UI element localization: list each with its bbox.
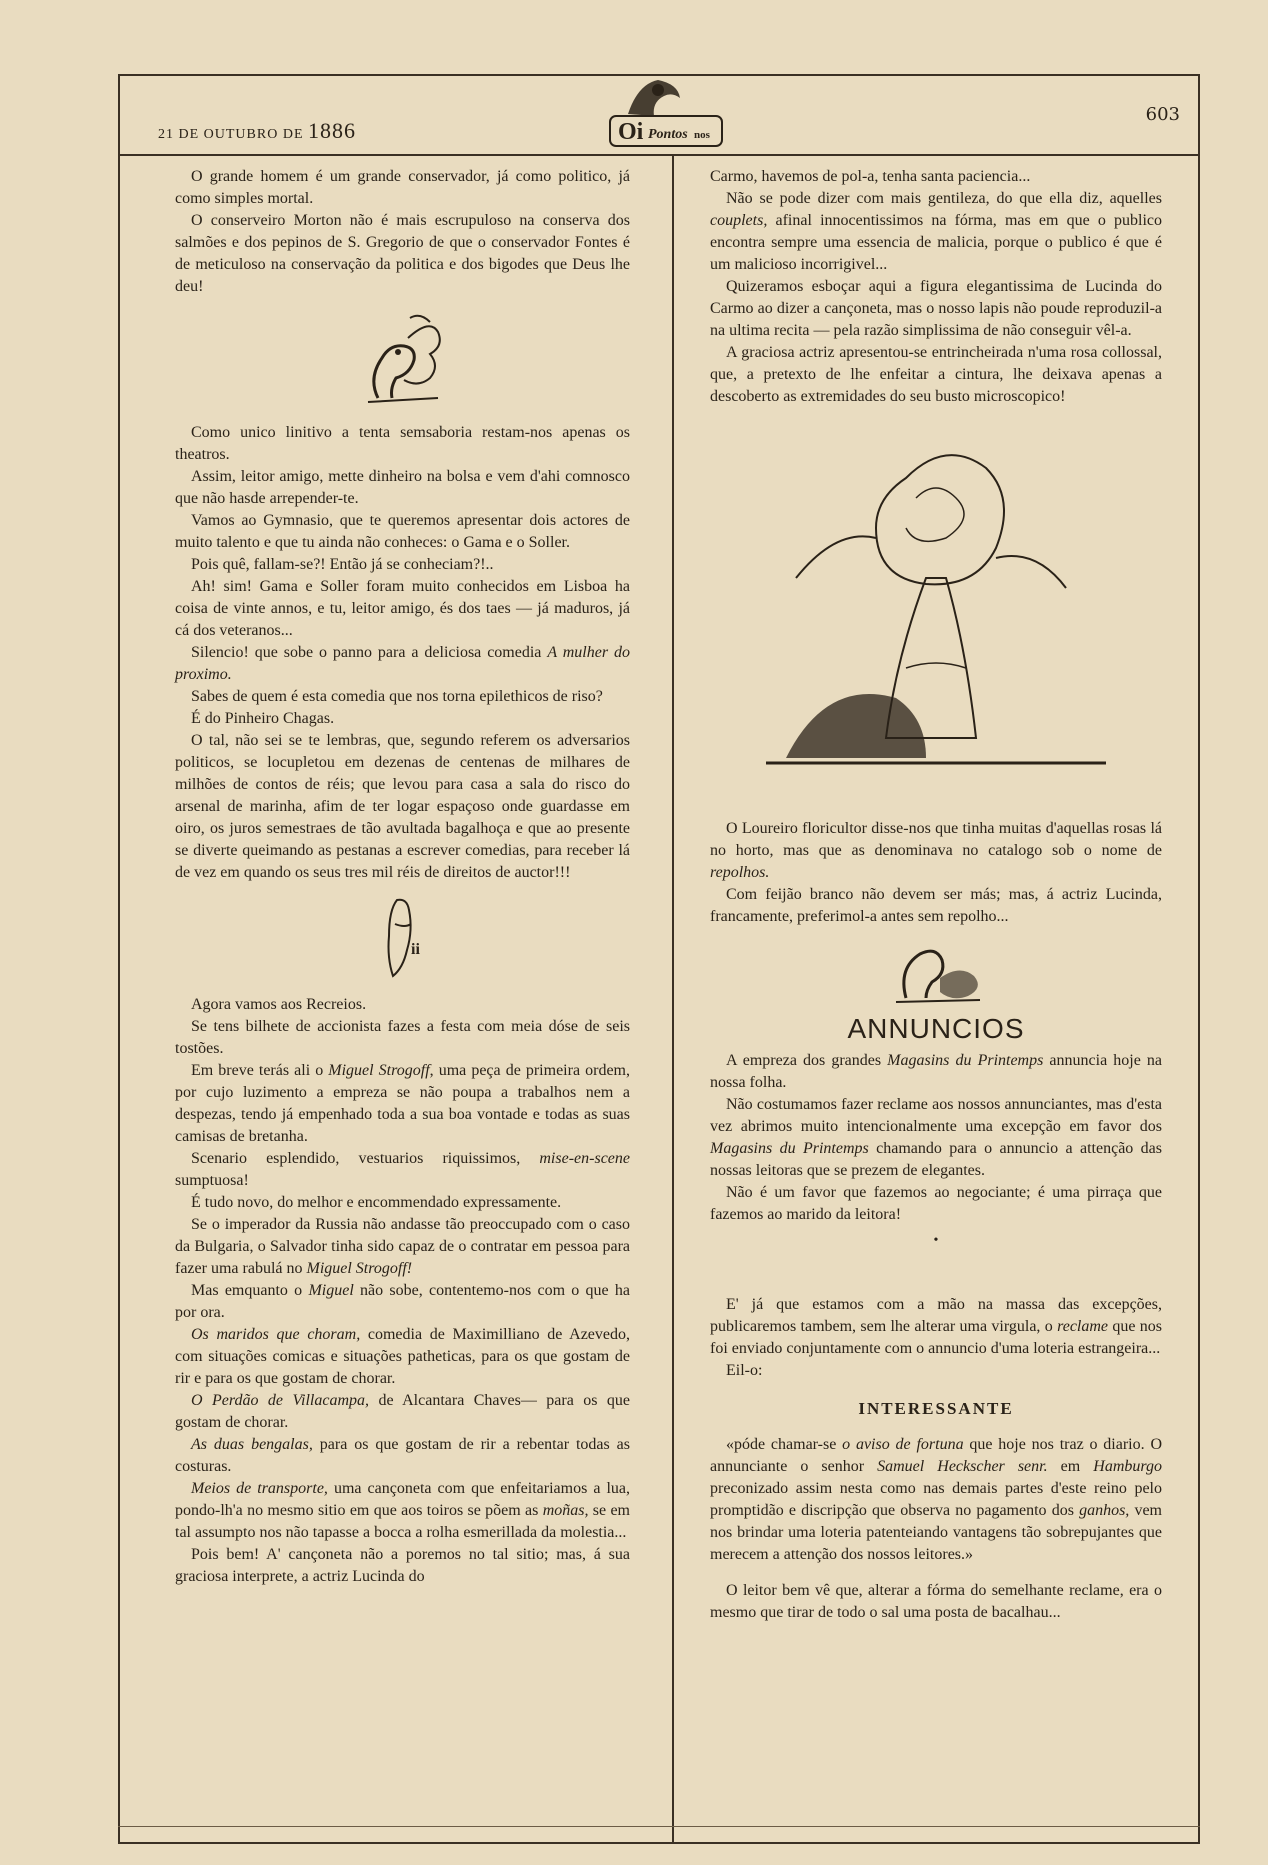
paragraph: O conserveiro Morton não é mais escrupuloso na conserva dos salmões e dos pepinos de S. Gregorio de que o conservador Fontes é de meticuloso na conservação da politica e dos bigodes que Deus lhe deu!: [175, 212, 630, 295]
text-run: «póde chamar-se: [726, 1436, 843, 1453]
date-text: 21 DE OUTUBRO DE: [158, 127, 304, 142]
paragraph: Quizeramos esboçar aqui a figura elegantissima de Lucinda do Carmo ao dizer a cançoneta, mas o nosso lapis não poude reproduzil-a na ultima recita — pela razão simplissima de não conseguir vêl-a.: [710, 278, 1162, 339]
text-run: em: [1047, 1458, 1094, 1475]
paragraph: [175, 1434, 630, 1478]
paragraph: Agora vamos aos Recreios.: [191, 996, 367, 1013]
text-run: E' já que estamos com a mão na massa das excepções, publicaremos tambem, sem lhe alterar uma virgula, o: [710, 1296, 1162, 1335]
text-run: Não se pode dizer com mais gentileza, do que ella diz, aquelles: [726, 190, 1162, 207]
text-run: comedia de Maximilliano de Azevedo, com situações comicas e situações patheticas, para os que gostam de rir e para os que gostam de chorar.: [175, 1326, 631, 1387]
paragraph: Se tens bilhete de accionista fazes a festa com meia dóse de seis tostões.: [175, 1018, 630, 1057]
paragraph: [175, 1478, 630, 1544]
paragraph: Com feijão branco não devem ser más; mas, á actriz Lucinda, francamente, preferimol-a antes sem repolho...: [710, 886, 1162, 925]
text-run: sumptuosa!: [175, 1172, 249, 1189]
paragraph: Carmo, havemos de pol-a, tenha santa paciencia...: [710, 168, 1031, 185]
text-run: O Loureiro floricultor disse-nos que tinha muitas d'aquellas rosas lá no horto, mas que as denominava no catalogo sob o nome de: [710, 820, 1162, 859]
play-title: As duas bengalas,: [191, 1436, 313, 1453]
paragraph: Pois quê, fallam-se?! Então já se conheciam?!..: [191, 556, 494, 573]
text-run: vem nos brindar uma loteria patenteiando vantagens tão sobrepujantes que merecem a attenção dos nossos leitores.»: [710, 1502, 1163, 1563]
paragraph: Como unico linitivo a tenta semsaboria restam-nos apenas os theatros.: [175, 424, 630, 463]
text-run: Scenario esplendido, vestuarios riquissimos,: [191, 1150, 540, 1167]
paragraph: É do Pinheiro Chagas.: [191, 710, 335, 727]
text-run: se em tal assumpto nos não tapasse a bocca a rolha esmerillada da molestia...: [175, 1502, 631, 1541]
svg-text:Pontos: Pontos: [648, 127, 688, 142]
parrot-vignette: [876, 938, 996, 1008]
text-run: , uma peça de primeira ordem, por cujo luzimento a empreza se não poupa a trabalhos nem a despezas, tendo já empenhado toda a sua boa vontade e todas as suas camisas de bretanha.: [175, 1062, 630, 1145]
paragraph: O leitor bem vê que, alterar a fórma do semelhante reclame, era o mesmo que tirar de todo o sal uma posta de bacalhau...: [710, 1582, 1162, 1621]
text-run: Em breve terás ali o: [191, 1062, 329, 1079]
paragraph: Assim, leitor amigo, mette dinheiro na bolsa e vem d'ahi comnosco que não hasde arrepender-te.: [175, 468, 630, 507]
italic-term: ganhos,: [1079, 1502, 1130, 1519]
text-run: Se o imperador da Russia não andasse tão preoccupado com o caso da Bulgaria, o Salvador tinha sido capaz de o contratar em pessoa para fazer uma rabulá no: [175, 1216, 630, 1277]
italic-term: couplets,: [710, 212, 768, 229]
paragraph: [175, 1324, 630, 1390]
paragraph: [710, 1094, 1162, 1182]
paragraph: [710, 188, 1162, 276]
paragraph: Pois bem! A' cançoneta não a poremos no tal sitio; mas, á sua graciosa interprete, a actriz Lucinda do: [175, 1546, 630, 1585]
play-title: Miguel Strogoff: [328, 1062, 430, 1079]
text-run: Mas emquanto o: [191, 1282, 309, 1299]
italic-term: moñas,: [542, 1502, 589, 1519]
play-title: Os maridos que choram,: [191, 1326, 361, 1343]
play-title: Miguel: [308, 1282, 354, 1299]
paragraph: Ah! sim! Gama e Soller foram muito conhecidos em Lisboa ha coisa de vinte annos, e tu, leitor amigo, és dos taes — já maduros, já cá dos veteranos...: [175, 578, 630, 639]
text-run: A empreza dos grandes: [726, 1052, 888, 1069]
text-run: Silencio! que sobe o panno para a deliciosa comedia: [191, 644, 548, 661]
date-year: 1886: [308, 118, 356, 143]
text-run: chamando para o annuncio a attenção das nossas leitoras que se prezem de elegantes.: [710, 1140, 1163, 1179]
column-divider: [672, 156, 674, 1844]
svg-text:Oi: Oi: [618, 119, 644, 145]
paragraph: Vamos ao Gymnasio, que te queremos apresentar dois actores de muito talento e que tu ainda não conheces: o Gama e o Soller.: [175, 512, 630, 551]
paragraph: [175, 1060, 630, 1148]
paragraph: É tudo novo, do melhor e encommendado expressamente.: [191, 1194, 562, 1211]
page-number: 603: [1145, 104, 1180, 125]
paragraph: Eil-o:: [726, 1362, 763, 1379]
paragraph: A graciosa actriz apresentou-se entrincheirada n'uma rosa collossal, que, a pretexto de lhe enfeitar a cintura, lhe deixava apenas a descoberto as extremidades do seu busto microscopico!: [710, 344, 1162, 405]
text-run: que hoje nos traz o diario. O annunciante o senhor: [710, 1436, 1162, 1475]
actress-rose-caricature: [756, 418, 1116, 808]
paragraph: [710, 1294, 1162, 1360]
masthead-logo: [588, 76, 738, 154]
italic-term: reclame: [1057, 1318, 1109, 1335]
paragraph: [710, 818, 1162, 884]
paragraph: [175, 642, 630, 686]
svg-text:ii: ii: [410, 941, 420, 958]
text-run: para os que gostam de rir a rebentar todas as costuras.: [175, 1436, 631, 1475]
svg-text:nos: nos: [694, 129, 710, 141]
play-title: Meios de transporte,: [191, 1480, 328, 1497]
paragraph: [710, 1050, 1162, 1094]
hooded-figure-illustration: [373, 894, 433, 984]
section-heading-annuncios: ANNUNCIOS: [847, 1013, 1025, 1044]
paragraph: O grande homem é um grande conservador, já como politico, já como simples mortal.: [175, 168, 630, 207]
section-heading-interessante: INTERESSANTE: [858, 1399, 1014, 1418]
issue-date: [158, 118, 356, 144]
text-run: preconizado assim nesta como nas demais partes d'este reino pelo promptidão e discripção que observa no pagamento dos: [710, 1480, 1162, 1519]
paragraph: Não é um favor que fazemos ao negociante; é uma pirraça que fazemos ao marido da leitora!: [710, 1184, 1162, 1223]
play-title: O Perdão de Villacampa,: [191, 1392, 370, 1409]
italic-term: repolhos.: [710, 864, 770, 881]
paragraph: O tal, não sei se te lembras, que, segundo referem os adversarios politicos, se locupletou em dezenas de centenas de milhares de milhões de contos de réis; que levou para casa a sala do risco do arsenal de marinha, afim de ter logar espaçoso onde guardasse em oiro, os juros semestraes de tão avultada bagalhoça e que ao presente se diverte queimando as pestanas a escrever comedias, para receber lá de vez em quando os seus tres mil réis de direitos de auctor!!!: [175, 732, 630, 881]
play-title: A mulher do proximo.: [175, 644, 630, 683]
text-run: afinal innocentissimos na fórma, mas em que o publico encontra sempre uma essencia de malicia, porque o publico é que é um malicioso incorrigivel...: [710, 212, 1162, 273]
quoted-reclame: [710, 1434, 1162, 1566]
italic-term: o aviso de fortuna: [842, 1436, 964, 1453]
text-run: não sobe, contentemo-nos com o que ha por ora.: [175, 1282, 631, 1321]
paragraph: Sabes de quem é esta comedia que nos torna epilethicos de riso?: [191, 688, 603, 705]
text-run: de Alcantara Chaves— para os que gostam de chorar.: [175, 1392, 631, 1431]
store-name: Magasins du Printemps: [710, 1140, 869, 1157]
text-run: que nos foi enviado conjuntamente com o annuncio d'uma loteria estrangeira...: [710, 1318, 1163, 1357]
paragraph: [175, 1390, 630, 1434]
separator-dot: •: [933, 1233, 939, 1248]
bottom-rule: [118, 1826, 1200, 1827]
text-run: uma cançoneta com que enfeitariamos a lua, pondo-lh'a no mesmo sitio em que aos toiros se põem as: [175, 1480, 630, 1519]
page-header: [118, 74, 1200, 156]
paragraph: [175, 1280, 630, 1324]
paragraph: [175, 1214, 630, 1280]
italic-term: Samuel Heckscher senr.: [877, 1458, 1048, 1475]
text-run: annuncia hoje na nossa folha.: [710, 1052, 1162, 1091]
italic-term: mise-en-scene: [539, 1150, 630, 1167]
play-title: Miguel Strogoff!: [306, 1260, 413, 1277]
text-run: Não costumamos fazer reclame aos nossos annunciantes, mas d'esta vez abrimos muito intencionalmente uma excepção em favor dos: [710, 1096, 1162, 1135]
paragraph: [175, 1148, 630, 1192]
italic-term: Hamburgo: [1093, 1458, 1163, 1475]
parrot-illustration: [348, 308, 458, 412]
right-column: [710, 166, 1162, 1624]
left-column: [175, 166, 630, 1588]
store-name: Magasins du Printemps: [887, 1052, 1044, 1069]
